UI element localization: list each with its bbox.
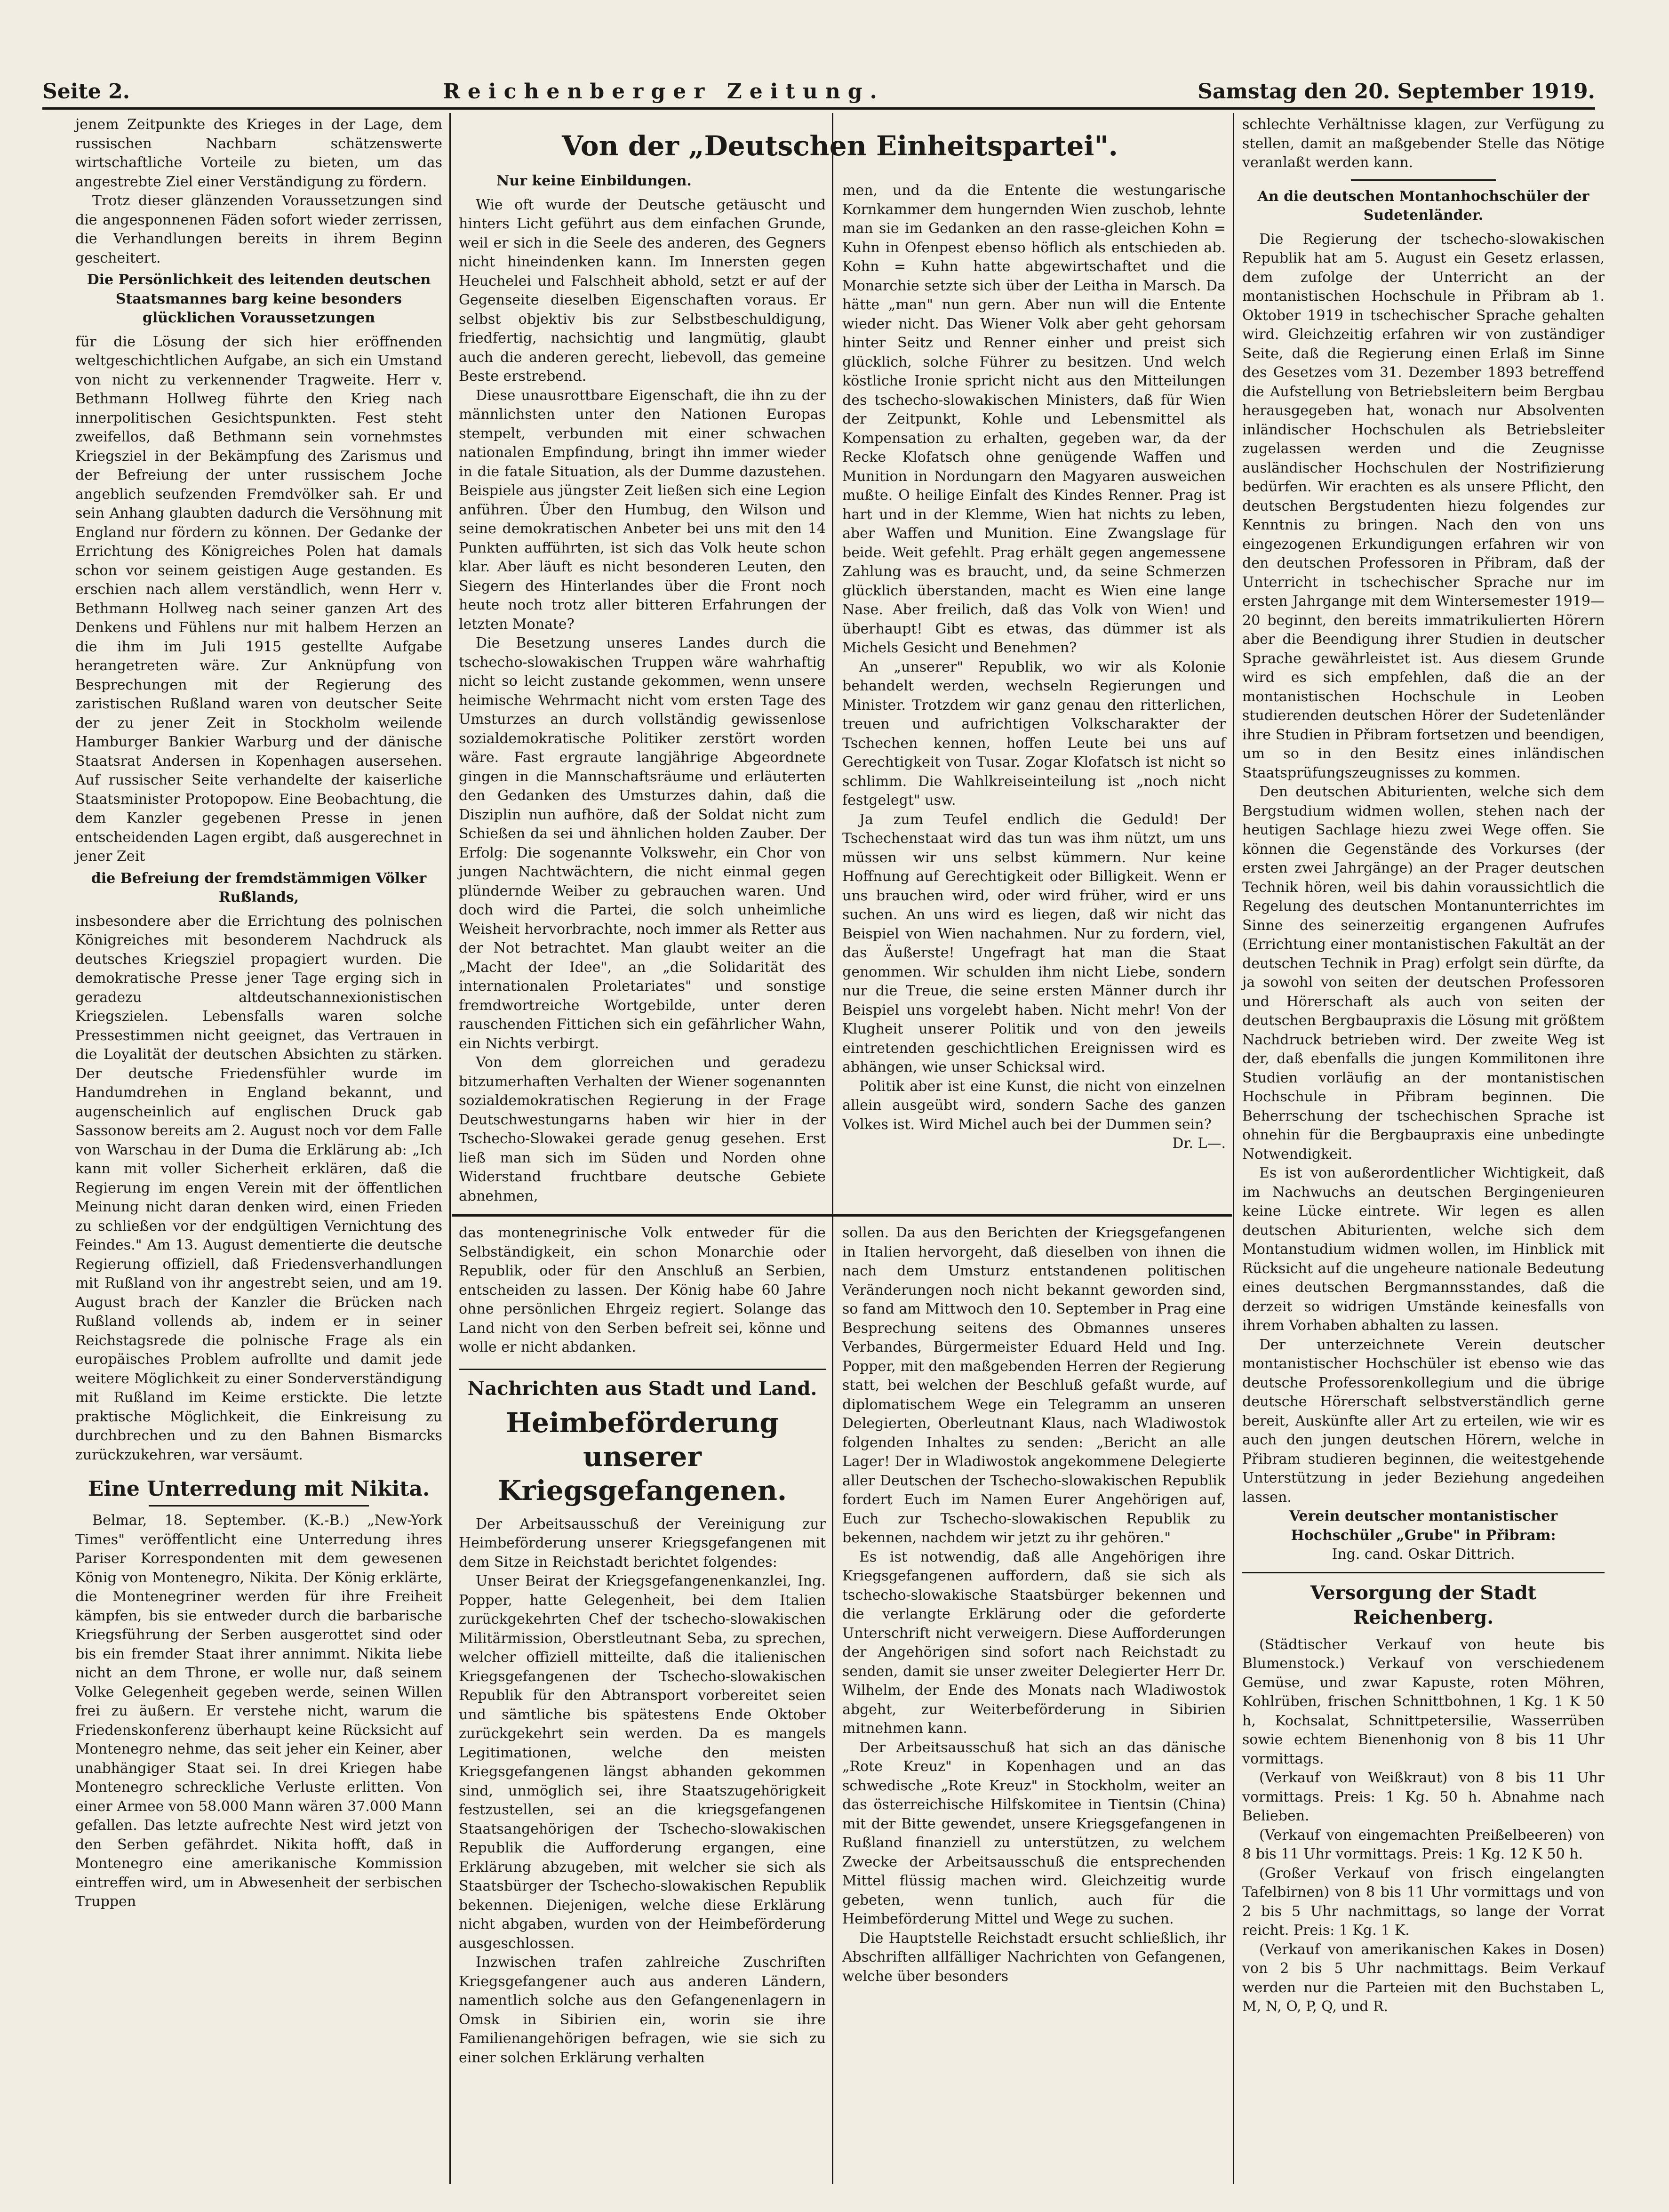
col4-paragraph-1: schlechte Verhältnisse klagen, zur Verfügung zu stellen, damit an maßgebender Stelle das Nötige veranlaßt werden kann. [1242, 116, 1605, 171]
issue-date: Samstag den 20. September 1919. [1198, 80, 1595, 104]
col2-paragraph-3: Die Besetzung unseres Landes durch die tschecho-slowakischen Truppen wäre wahrhaftig nicht so leicht zustande gekommen, wenn unsere heimische Wehrmacht nicht vom ersten Tage des Umsturzes an durch vollständig gewissenlose sozialdemokratische Politiker zerstört worden wäre. Fast ergraute langjährige Abgeordnete gingen in die Mannschaftsräume und erläuterten den Gedanken des Umsturzes dahin, daß die Disziplin nun aufhöre, daß der Soldat nicht zum Schießen da sei und ähnlichen holden Zauber. Der Erfolg: Die sogenannte Volkswehr, ein Chor von jungen Nachtwächtern, die nicht einmal gegen plündernde Weiber zu gebrauchen waren. Und doch wird die Partei, die solch unheimliche Weisheit hervorbrachte, noch immer als Retter aus der Not betrachtet. Man glaubt weiter an die „Macht der Idee", an „die Solidarität des internationalen Proletariates" und sonstige fremdwortreiche Wortgebilde, unter deren rauschenden Fittichen sich ein gefährlicher Wahn, ein Nichts verbirgt. [459, 635, 826, 1052]
col2-paragraph-1: Wie oft wurde der Deutsche getäuscht und hinters Licht geführt aus dem einfachen Grunde, weil er sich in die Seele des anderen, des Gegners nicht hineindenken kann. Im Innersten gegen Heuchelei und Falschheit abhold, setzt er auf der Gegenseite dieselben Eigenschaften voraus. Er selbst objektiv bis zur Selbstbeschuldigung, friedfertig, nachsichtig und langmütig, glaubt auch die anderen gerecht, liebevoll, das gemeine Beste erstrebend. [459, 196, 826, 385]
col4-paragraph-8: (Verkauf von eingemachten Preißelbeeren) von 8 bis 11 Uhr vormittags. Preis: 1 Kg. 12 K 50 h. [1242, 1827, 1605, 1862]
local-news-section-title: Nachrichten aus Stadt und Land. [467, 1377, 817, 1400]
col1-paragraph-2: Trotz dieser glänzenden Voraussetzungen sind die angesponnenen Fäden sofort wieder zerrissen, die Verhandlungen bereits in ihrem Beginn gescheitert. [75, 192, 442, 266]
section-divider [452, 1214, 1232, 1217]
col2b-paragraph-2: Der Arbeitsausschuß der Vereinigung zur Heimbeförderung unserer Kriegsgefangenen mit dem Sitze in Reichstadt berichtet folgendes: [459, 1515, 826, 1571]
col1-subheading-2: die Befreiung der fremdstämmigen Völker Rußlands, [91, 870, 427, 906]
col2b-paragraph-4: Inzwischen trafen zahlreiche Zuschriften Kriegsgefangener auch aus anderen Ländern, namentlich solche aus den Gefangenenlagern in Omsk in Sibirien ein, worin sie ihre Familienangehörigen befragen, wie sie sich zu einer solchen Erklärung verhalten [459, 1954, 826, 2066]
col4-paragraph-9: (Großer Verkauf von frisch eingelangten Tafelbirnen) von 8 bis 11 Uhr vormittags und von 2 bis 5 Uhr nachmittags, so lange der Vorrat reicht. Preis: 1 Kg. 1 K. [1242, 1865, 1605, 1939]
col2-paragraph-4: Von dem glorreichen und geradezu bitzumerhaften Verhalten der Wiener sogenannten sozialdemokratischen Regierung in der Frage Deutschwestungarns haben wir hier in der Tschecho-Slowakei gerade genug gesehen. Erst ließ man sich im Süden und Norden ohne Widerstand fruchtbare deutsche Gebiete abnehmen, [459, 1054, 826, 1204]
col3-paragraph-3: Ja zum Teufel endlich die Geduld! Der Tschechenstaat wird das tun was ihm nützt, um uns müssen wir uns selbst kümmern. Nur keine Hoffnung auf Gerechtigkeit oder Billigkeit. Wenn er uns brauchen wird, oder wird früher, wird er uns suchen. An uns wird es liegen, daß wir nicht das Beispiel von Wien nachahmen. Nur zu fordern, viel, das Äußerste! Ungefragt hat man die Staat genommen. Wir schulden ihm nicht Liebe, sondern nur die Treue, die seine ersten Männer durch ihr Beispiel uns vorgelebt haben. Nicht mehr! Von der Klugheit unserer Politik und von den jeweils eintretenden geschichtlichen Ereignissen wird es abhängen, wie unser Schicksal wird. [842, 811, 1226, 1075]
col1-paragraph-1: jenem Zeitpunkte des Krieges in der Lage, dem russischen Nachbarn schätzenswerte wirtschaftliche Vorteile zu bieten, um das angestrebte Ziel einer Verständigung zu fördern. [75, 116, 442, 190]
montan-headline: An die deutschen Montanhochschüler der Sudetenländer. [1257, 188, 1589, 224]
nikita-continuation: das montenegrinische Volk entweder für die Selbständigkeit, ein schon Monarchie oder Republik, oder für den Anschluß an Serbien, entscheiden zu lassen. Der König habe 60 Jahre ohne persönlichen Ehrgeiz regiert. Solange das Land nicht von den Serben befreit sei, könne und wolle er nicht abdanken. [459, 1225, 826, 1355]
newspaper-title: Reichenberger Zeitung. [443, 80, 885, 104]
nikita-headline: Eine Unterredung mit Nikita. [88, 1477, 430, 1501]
column-2-bottom [459, 1224, 826, 2181]
column-divider-1 [449, 113, 451, 2184]
col4-paragraph-2: Die Regierung der tschecho-slowakischen Republik hat am 5. August ein Gesetz erlassen, dem zufolge der Unterricht an der montanistischen Hochschule in Přibram ab 1. Oktober 1919 in tschechischer Sprache gehalten wird. Gleichzeitig erfahren wir von zuständiger Seite, daß die Regierung einen Erlaß im Sinne des Gesetzes vom 31. Dezember 1893 betreffend die Aufstellung von Betriebsleitern beim Bergbau herausgegeben hat, wonach nur Absolventen inländischer Hochschulen als Betriebsleiter zugelassen werden und die Zeugnisse ausländischer Hochschulen der Nostrifizierung bedürfen. Wir erachten es als unsere Pflicht, den deutschen Bergstudenten hiezu folgendes zur Kenntnis zu bringen. Nach den von uns eingezogenen Erkundigungen erfahren wir von den deutschen Professoren in Přibram, daß der Unterricht in tschechischer Sprache nur im ersten Jahrgange mit dem Wintersemester 1919—20 beginnt, den bereits immatrikulierten Hörern aber die Beendigung ihrer Studien in deutscher Sprache gewährleistet ist. Aus diesem Grunde wird es sich empfehlen, daß die an der montanistischen Hochschule in Leoben studierenden deutschen Hörer der Sudetenländer ihre Studien in Přibram fortsetzen und beendigen, um so in den Besitz eines inländischen Staatsprüfungszeugnisses zu kommen. [1242, 231, 1605, 781]
col4-paragraph-10: (Verkauf von amerikanischen Kakes in Dosen) von 2 bis 5 Uhr nachmittags. Beim Verkauf werden nur die Parteien mit den Buchstaben L, M, N, O, P, Q, und R. [1242, 1941, 1605, 2015]
column-3-top [842, 181, 1226, 1212]
column-1 [75, 115, 442, 2181]
nikita-article: Belmar, 18. September. (K.-B.) „New-York Times" veröffentlicht eine Unterredung ihres Pariser Korrespondenten mit dem gewesenen König von Montenegro, Nikita. Der König erklärte, die Montenegriner werden für ihre Freiheit kämpfen, bis sie entweder durch die barbarische Kriegsführung der Serben ausgerottet sind oder bis ein fremder Staat ihrer annimmt. Nikita liebe nicht an dem Throne, er wolle nur, daß seinem Volke Gelegenheit gegeben werde, seinen Willen frei zu äußern. Er verstehe nicht, warum die Friedenskonferenz überhaupt keine Rücksicht auf Montenegro nehme, das seit jeher ein Keiner, aber unabhängiger Staat sei. In drei Kriegen habe Montenegro schreckliche Verluste erlitten. Von einer Armee von 58.000 Mann wären 37.000 Mann gefallen. Das letzte aufrechte Nest wird jetzt von den Serben gefährdet. Nikita hofft, daß in Montenegro eine amerikanische Kommission eintreffen wird, um in Abwesenheit der serbischen Truppen [75, 1512, 442, 1910]
col3b-paragraph-4: Die Hauptstelle Reichstadt ersucht schließlich, ihr Abschriften allfälliger Nachrichten von Gefangenen, welche über besonders [842, 1930, 1226, 1985]
col3-paragraph-1: men, und da die Entente die westungarische Kornkammer dem hungernden Wien zuschob, lehnte man sie im Gedanken an den rasse-gleichen Kohn = Kuhn in Ofenpest ebenso höflich als entschieden ab. Kohn = Kuhn hatte abgewirtschaftet und die Monarchie setzte sich über der Leitha in Marsch. Da hätte „man" nun gern. Aber nun will die Entente wieder nicht. Das Wiener Volk aber geht gehorsam hinter Seitz und Renner einher und preist sich glücklich, solche Führer zu besitzen. Und welch köstliche Ironie spricht nicht aus den Mitteilungen des tschecho-slowakischen Ministers, daß für Wien der Zeitpunkt, Kohle und Lebensmittel als Kompensation zu erhalten, gegeben war, da der Recke Klofatsch ohne genügende Waffen und Munition in Nordungarn den Magyaren ausweichen mußte. O heilige Einfalt des Kindes Renner. Prag ist hart und in der Klemme, Wien hat nichts zu leben, aber Waffen und Munition. Eine Zwangslage für beide. Weit gefehlt. Prag erhält gegen angemessene Zahlung was es braucht, und, da seine Schmerzen glücklich überstanden, macht es Wien eine lange Nase. Aber freilich, daß das Volk von Wien! und überhaupt! Gibt es etwas, das dümmer ist als Michels Gesicht und Benehmen? [842, 182, 1226, 656]
masthead-rule [42, 107, 1595, 110]
author-signature: Dr. L—. [1172, 1135, 1226, 1152]
column-divider-3 [1233, 113, 1234, 2184]
einheitspartei-subhead: Nur keine Einbildungen. [496, 173, 692, 189]
col4-paragraph-4: Es ist von außerordentlicher Wichtigkeit, daß im Nachwuchs an deutschen Bergingenieuren keine Lücke eintrete. Wir legen es allen deutschen Abiturienten, welche sich dem Montanstudium widmen wollen, im Hinblick mit Rücksicht auf die ungeheure nationale Bedeutung eines deutschen Bergmannsstandes, daß die derzeit so widrigen Umstände keinesfalls von ihrem Vorhaben abhalten zu lassen. [1242, 1165, 1605, 1334]
column-divider-2 [832, 113, 833, 2184]
col4-paragraph-6: (Städtischer Verkauf von heute bis Blumenstock.) Verkauf von verschiedenem Gemüse, und zwar Kapuste, roten Möhren, Kohlrüben, frischen Schnittbohnen, 1 Kg. 1 K 50 h, Kochsalat, Schnittpetersilie, Wasserrüben sowie echtem Bienenhonig von 8 bis 11 Uhr vormittags. [1242, 1636, 1605, 1767]
einheitspartei-headline: Von der „Deutschen Einheitspartei". [562, 130, 1118, 162]
col1-subheading-1: Die Persönlichkeit des leitenden deutschen Staatsmannes barg keine besonders glücklichen Voraussetzungen [87, 272, 431, 326]
col4-paragraph-5: Der unterzeichnete Verein deutscher montanistischer Hochschüler ist ebenso wie das deutsche Professorenkollegium und die übrige deutsche Hörerschaft selbstverständlich gerne bereit, Auskünfte aller Art zu erteilen, wie wir es auch den jungen deutschen Hörern, welche in Přibram studieren beginnen, die weitestgehende Unterstützung in jeder Beziehung angedeihen lassen. [1242, 1336, 1605, 1506]
col3b-paragraph-2: Es ist notwendig, daß alle Angehörigen ihre Kriegsgefangenen auffordern, daß sie sich als tschecho-slowakische Staatsbürger bekennen und die verlangte Erklärung oder die geforderte Unterschrift nicht verweigern. Diese Aufforderungen der Angehörigen sind sofort nach Reichstadt zu senden, damit sie unser zweiter Delegierter Herr Dr. Wilhelm, der Ende des Monats nach Wladiwostok abgeht, zur Weiterbeförderung in Sibirien mitnehmen kann. [842, 1548, 1226, 1737]
col3b-paragraph-3: Der Arbeitsausschuß hat sich an das dänische „Rote Kreuz" in Kopenhagen und an das schwedische „Rote Kreuz" in Stockholm, weiter an das österreichische Hilfskomitee in Tientsin (China) mit der Bitte gewendet, unsere Kriegsgefangenen in Rußland finanziell zu unterstützen, zu welchem Zwecke der Arbeitsausschuß die entsprechenden Mittel flüssig machen wird. Gleichzeitig wurde gebeten, wenn tunlich, auch für die Heimbeförderung Mittel und Wege zu suchen. [842, 1739, 1226, 1927]
masthead [42, 71, 1595, 104]
versorgung-headline: Versorgung der Stadt Reichenberg. [1310, 1581, 1537, 1628]
col1-paragraph-4: insbesondere aber die Errichtung des polnischen Königreiches mit besonderem Nachdruck als deutsches Kriegsziel propagiert wurden. Die demokratische Presse jener Tage erging sich in geradezu altdeutschannexionistischen Kriegszielen. Lebensfalls waren solche Pressestimmen nicht geeignet, das Vertrauen in die Loyalität der deutschen Absichten zu stärken. Der deutsche Friedensfühler wurde im Handumdrehen in England bekannt, und augenscheinlich auf englischen Druck gab Sassonow bereits am 2. August noch vor dem Falle von Warschau in der Duma die Erklärung ab: „Ich kann mit voller Sicherheit erklären, daß die Regierung im engen Verein mit der öffentlichen Meinung nicht daran denken wird, einen Frieden zu schließen vor der endgültigen Vernichtung des Feindes." Am 13. August dementierte die deutsche Regierung offiziell, daß Friedensverhandlungen mit Rußland von ihr angestrebt seien, und am 19. August brach der Kanzler die Brücken nach Rußland vollends ab, indem er in seiner Reichstagsrede die polnische Frage als ein europäisches Problem aufrollte und damit jede weitere Möglichkeit zu einer Sonderverständigung mit Rußland im Keime erstickte. Die letzte praktische Möglichkeit, die Einkreisung zu durchbrechen und zu den Bahnen Bismarcks zurückzukehren, war versäumt. [75, 913, 442, 1463]
col1-paragraph-3: für die Lösung der sich hier eröffnenden weltgeschichtlichen Aufgabe, an sich ein Umstand von nicht zu verkennender Tragweite. Herr v. Bethmann Hollweg führte den Krieg nach innerpolitischen Gesichtspunkten. Fest steht zweifellos, daß Bethmann sein vornehmstes Kriegsziel in der Bekämpfung des Zarismus und der Befreiung der unter russischem Joche angeblich seufzenden Fremdvölker sah. Er und sein Anhang glaubten dadurch die Versöhnung mit England nur fördern zu können. Der Gedanke der Errichtung des Königreiches Polen hat damals schon vor seinem geistigen Auge gestanden. Es erschien nach allem verständlich, wenn Herr v. Bethmann Hollweg nach seiner ganzen Art des Denkens und Fühlens nur mit halbem Herzen an die ihm im Juli 1915 gestellte Aufgabe herangetreten wäre. Zur Anknüpfung von Besprechungen mit der Regierung des zaristischen Rußland waren von deutscher Seite der zu jener Zeit in Stockholm weilende Hamburger Bankier Warburg und der dänische Staatsrat Andersen in Kopenhagen ausersehen. Auf russischer Seite verhandelte der kaiserliche Staatsminister Protopopow. Eine Beobachtung, die dem Kanzler gegebenen Presse in jenen entscheidenden Lagen ergibt, daß ausgerechnet in jener Zeit [75, 333, 442, 865]
column-3-bottom [842, 1224, 1226, 2181]
column-4 [1242, 115, 1605, 2181]
col3-paragraph-4: Politik aber ist eine Kunst, die nicht von einzelnen allein ausgeübt wird, sondern Sache des ganzen Volkes ist. Wird Michel auch bei der Dummen sein? [842, 1078, 1226, 1133]
col4-paragraph-7: (Verkauf von Weißkraut) von 8 bis 11 Uhr vormittags. Preis: 1 Kg. 50 h. Abnahme nach Belieben. [1242, 1770, 1605, 1824]
col2b-paragraph-3: Unser Beirat der Kriegsgefangenenkanzlei, Ing. Popper, hatte Gelegenheit, bei dem Italien zurückgekehrten Chef der tschecho-slowakischen Militärmission, Oberstleutnant Seba, zu sprechen, welcher offiziell mitteilte, daß die italienischen Kriegsgefangenen der Tschecho-slowakischen Republik für den Abtransport vorbereitet seien und sämtliche bis spätestens Ende Oktober zurückgekehrt sein werden. Da es mangels Legitimationen, welche den meisten Kriegsgefangenen längst abhanden gekommen sind, unmöglich sei, ihre Staatszugehörigkeit festzustellen, sei an die kriegsgefangenen Staatsangehörigen der Tschecho-slowakischen Republik die Aufforderung ergangen, eine Erklärung abzugeben, mit welcher sie sich als Staatsbürger der Tschecho-slowakischen Republik bekennen. Diejenigen, welche diese Erklärung nicht abgaben, wurden von der Heimbeförderung ausgeschlossen. [459, 1573, 826, 1952]
verein-signature: Verein deutscher montanistischer Hochschüler „Grube" in Přibram: [1289, 1508, 1558, 1544]
page-number: Seite 2. [42, 80, 130, 104]
signatory-name: Ing. cand. Oskar Dittrich. [1332, 1546, 1515, 1563]
col3-paragraph-2: An „unserer" Republik, wo wir als Kolonie behandelt werden, wechseln Regierungen und Minister. Trotzdem wir ganz genau den ritterlichen, treuen und aufrichtigen Volkscharakter der Tschechen kennen, hoffen Leute bei uns auf Gerechtigkeit von Tusar. Zogar Klofatsch ist nicht so schlimm. Die Wahlkreiseinteilung ist „noch nicht festgelegt" usw. [842, 658, 1226, 809]
col3b-paragraph-1: sollen. Da aus den Berichten der Kriegsgefangenen in Italien hervorgeht, daß dieselben von ihnen die nach dem Umsturz entstandenen politischen Veränderungen noch nicht bekannt geworden sind, so fand am Mittwoch den 10. September in Prag eine Besprechung seitens des Obmannes unseres Verbandes, Bürgermeister Eduard Held und Ing. Popper, mit den maßgebenden Herren der Regierung statt, bei welchen der Beschluß gefaßt wurde, auf diplomatischem Wege ein Telegramm an unseren Delegierten, Oberleutnant Klaus, nach Wladiwostok folgenden Inhaltes zu senden: „Bericht an alle Lager! Der in Wladiwostok angekommene Delegierte aller Deutschen der Tschecho-slowakischen Republik fordert Euch im Namen Eurer Angehörigen auf, Euch zur Tschecho-slowakischen Republik zu bekennen, nachdem wir jetzt zu ihr gehören." [842, 1225, 1226, 1546]
kriegsgefangenen-headline: Heimbeförderung unserer Kriegsgefangenen. [497, 1406, 787, 1507]
col2-paragraph-2: Diese unausrottbare Eigenschaft, die ihn zu der männlichsten unter den Nationen Europas stempelt, verbunden mit einer schwachen nationalen Empfindung, bringt ihn immer wieder in die fatale Situation, als der Dumme dazustehen. Beispiele aus jüngster Zeit ließen sich eine Legion anführen. Über den Humbug, den Wilson und seine demokratischen Anbeter bei uns mit den 14 Punkten aufführten, ist sich das Volk heute schon klar. Aber läuft es nicht besonderen Leuten, den Siegern des Hinterlandes über die Front noch heute noch trotz aller bitteren Erfahrungen der letzten Monate? [459, 387, 826, 633]
col4-paragraph-3: Den deutschen Abiturienten, welche sich dem Bergstudium widmen wollen, stehen nach der heutigen Sachlage hiezu zwei Wege offen. Sie können die Gegenstände des Vorkurses (der ersten zwei Jahrgänge) an der Prager deutschen Technik hören, weil bis dahin voraussichtlich die Regelung des deutschen Montanunterrichtes im Sinne des seinerzeitig ergangenen Aufrufes (Errichtung einer montanistischen Fakultät an der deutschen Technik in Prag) erfolgt sein dürfte, da ja sowohl von seiten der deutschen Professoren und Hörerschaft als auch von seiten der deutschen Bergbaupraxis die Lösung mit größtem Nachdruck betrieben wird. Der zweite Weg ist der, daß ebenfalls die jungen Kommilitonen ihre Studien vorläufig an der montanistischen Hochschule in Přibram beginnen. Die Beherrschung der tschechischen Sprache ist ohnehin für die Bergbaupraxis eine unbedingte Notwendigkeit. [1242, 784, 1605, 1162]
